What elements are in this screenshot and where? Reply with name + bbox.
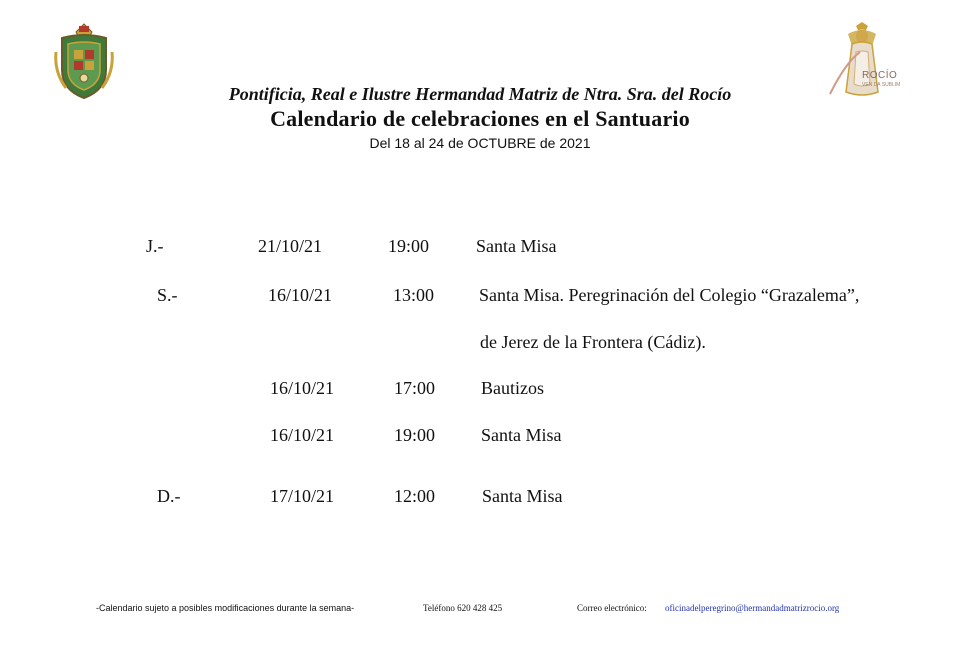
- schedule-date: 17/10/21: [270, 486, 335, 506]
- schedule-date: 16/10/21: [270, 425, 335, 445]
- email-label: Correo electrónico:: [577, 603, 647, 613]
- schedule-time: 17:00: [394, 378, 436, 398]
- schedule-event: Santa Misa: [476, 236, 557, 256]
- page-title: Calendario de celebraciones en el Santuario: [270, 106, 690, 131]
- rocio-logo-text: ROCÍO: [862, 70, 898, 81]
- schedule-day: J.-: [146, 236, 164, 256]
- schedule-time: 19:00: [394, 425, 436, 445]
- organization-name: Pontificia, Real e Ilustre Hermandad Matriz de Ntra. Sra. del Rocío: [228, 84, 732, 104]
- schedule-disclaimer: -Calendario sujeto a posibles modificaciones durante la semana-: [96, 603, 355, 613]
- schedule-event: Santa Misa: [482, 486, 563, 506]
- rocio-logo-subtitle: VEN DA SUBLIM: [862, 82, 901, 88]
- schedule-time: 13:00: [393, 285, 435, 305]
- schedule-day: D.-: [157, 486, 181, 506]
- schedule-event: Bautizos: [481, 378, 544, 398]
- phone-number: Teléfono 620 428 425: [423, 603, 503, 613]
- schedule-event: Santa Misa. Peregrinación del Colegio “Grazalema”,: [479, 285, 860, 305]
- schedule-date: 21/10/21: [258, 236, 323, 256]
- schedule-event-continued: de Jerez de la Frontera (Cádiz).: [480, 332, 706, 352]
- schedule-time: 12:00: [394, 486, 436, 506]
- date-range: Del 18 al 24 de OCTUBRE de 2021: [369, 135, 591, 151]
- schedule-day: S.-: [157, 285, 178, 305]
- schedule-date: 16/10/21: [270, 378, 335, 398]
- email-link[interactable]: oficinadelperegrino@hermandadmatrizrocio.org: [665, 603, 840, 613]
- schedule-event: Santa Misa: [481, 425, 562, 445]
- schedule-time: 19:00: [388, 236, 430, 256]
- schedule-date: 16/10/21: [268, 285, 333, 305]
